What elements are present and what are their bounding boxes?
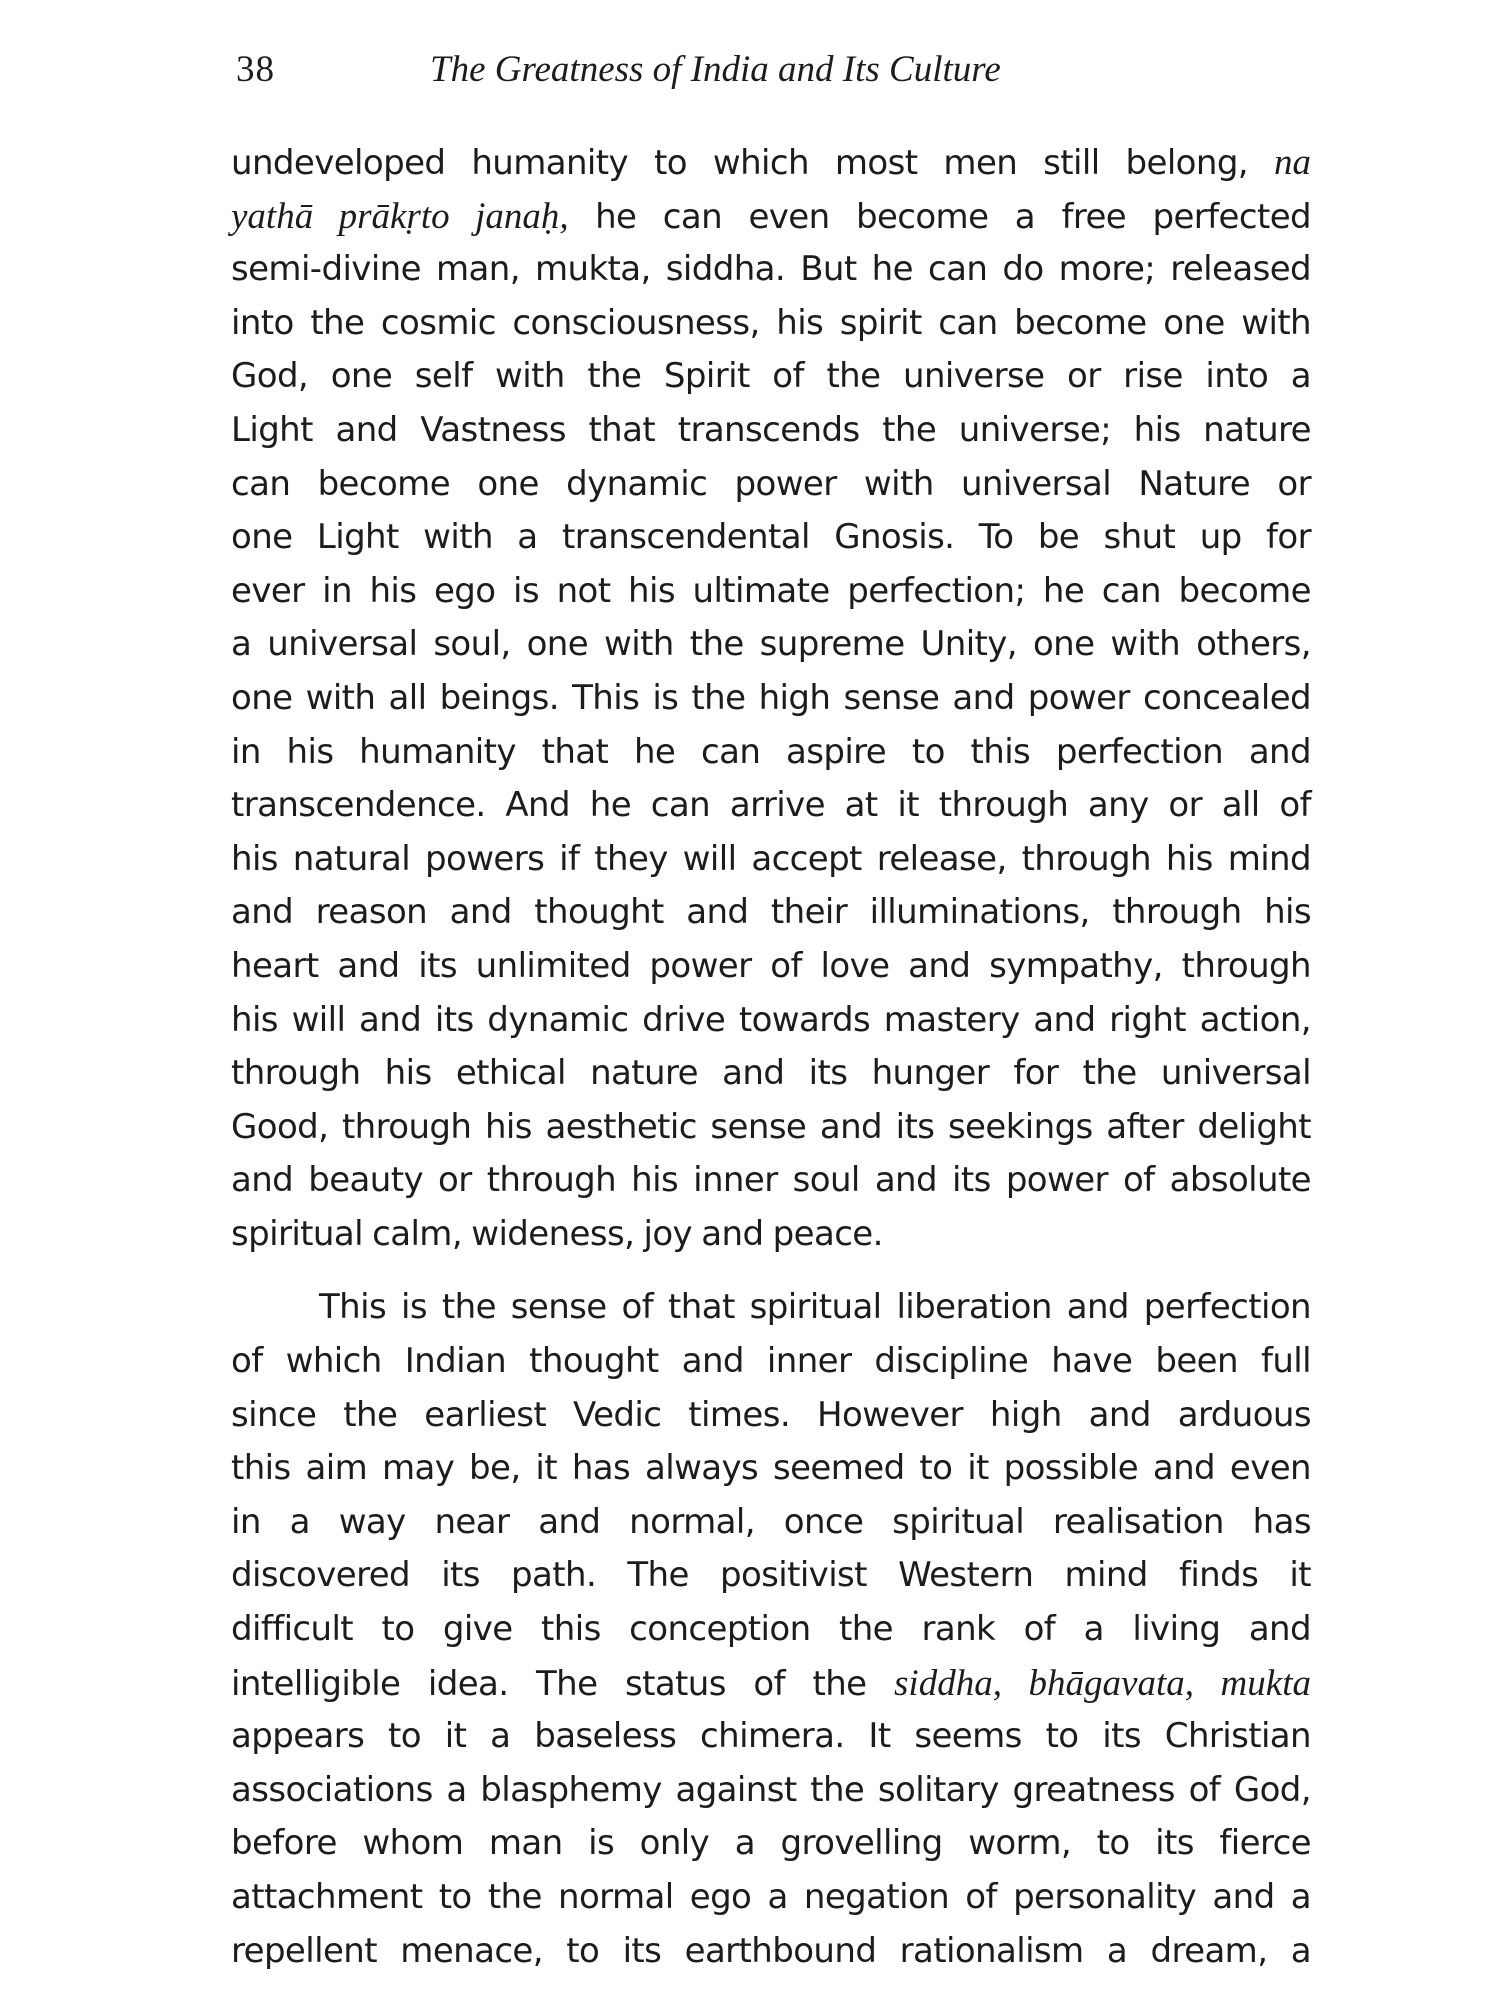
text-line: associations a blasphemy against the solitary greatness of God,	[231, 1769, 1311, 1810]
text-line: semi-divine man, mukta, siddha. But he can do more; released	[231, 249, 1311, 290]
text-line: ever in his ego is not his ultimate perfection; he can become	[231, 570, 1311, 611]
text-line: This is the sense of that spiritual liberation and perfection	[319, 1287, 1311, 1328]
text-line: in a way near and normal, once spiritual realisation has	[231, 1501, 1311, 1542]
text-line: discovered its path. The positivist Western mind finds it	[231, 1555, 1311, 1596]
running-title: The Greatness of India and Its Culture	[430, 49, 1001, 90]
text-run: he can even become a free perfected	[595, 196, 1311, 237]
text-run: intelligible idea. The status of the	[231, 1663, 867, 1704]
text-line: and beauty or through his inner soul and its power of absolute	[231, 1160, 1311, 1201]
text-line: his will and its dynamic drive towards mastery and right action,	[231, 999, 1311, 1040]
text-line: in his humanity that he can aspire to this perfection and	[231, 731, 1311, 772]
text-line: heart and its unlimited power of love and sympathy, through	[231, 945, 1311, 986]
text-line: spiritual calm, wideness, joy and peace.	[231, 1213, 883, 1254]
text-line: since the earliest Vedic times. However high and arduous	[231, 1394, 1311, 1435]
text-line: through his ethical nature and its hunger for the universal	[231, 1053, 1311, 1094]
text-line: attachment to the normal ego a negation of personality and a	[231, 1877, 1311, 1917]
text-line: of which Indian thought and inner discipline have been full	[231, 1341, 1311, 1382]
text-line	[231, 190, 1311, 244]
running-head	[230, 40, 1300, 110]
text-line: into the cosmic consciousness, his spirit can become one with	[231, 302, 1311, 343]
italic-term: na	[1273, 142, 1311, 183]
text-line	[231, 136, 1311, 190]
text-line: repellent menace, to its earthbound rationalism a dream, a	[231, 1930, 1311, 1971]
text-line: one Light with a transcendental Gnosis. To be shut up for	[231, 517, 1311, 558]
text-line: a universal soul, one with the supreme Unity, one with others,	[231, 624, 1311, 665]
text-line: one with all beings. This is the high sense and power concealed	[231, 677, 1311, 718]
text-line	[231, 1657, 1311, 1711]
text-line: this aim may be, it has always seemed to it possible and even	[231, 1448, 1311, 1489]
text-line: difficult to give this conception the rank of a living and	[231, 1609, 1311, 1650]
page-number: 38	[236, 49, 275, 90]
paragraph-2	[231, 1281, 1311, 1978]
text-line: can become one dynamic power with universal Nature or	[231, 463, 1311, 504]
text-line: transcendence. And he can arrive at it through any or all of	[231, 785, 1311, 826]
italic-term: siddha, bhāgavata, mukta	[894, 1662, 1311, 1704]
text-line: his natural powers if they will accept release, through his mind	[231, 838, 1311, 879]
text-line: Good, through his aesthetic sense and its seekings after delight	[231, 1106, 1311, 1147]
text-run: undeveloped humanity to which most men still belong,	[231, 143, 1249, 183]
body-text	[231, 136, 1311, 1978]
paragraph-gap	[231, 1261, 1311, 1281]
italic-term: yathā prākṛto janaḥ,	[231, 195, 569, 237]
paragraph-1	[231, 136, 1311, 1261]
text-line: Light and Vastness that transcends the universe; his nature	[231, 409, 1311, 450]
text-line: appears to it a baseless chimera. It seems to its Christian	[231, 1716, 1311, 1757]
text-line: God, one self with the Spirit of the universe or rise into a	[231, 356, 1311, 397]
text-line: and reason and thought and their illuminations, through his	[231, 892, 1311, 933]
text-line: before whom man is only a grovelling worm, to its fierce	[231, 1823, 1311, 1864]
